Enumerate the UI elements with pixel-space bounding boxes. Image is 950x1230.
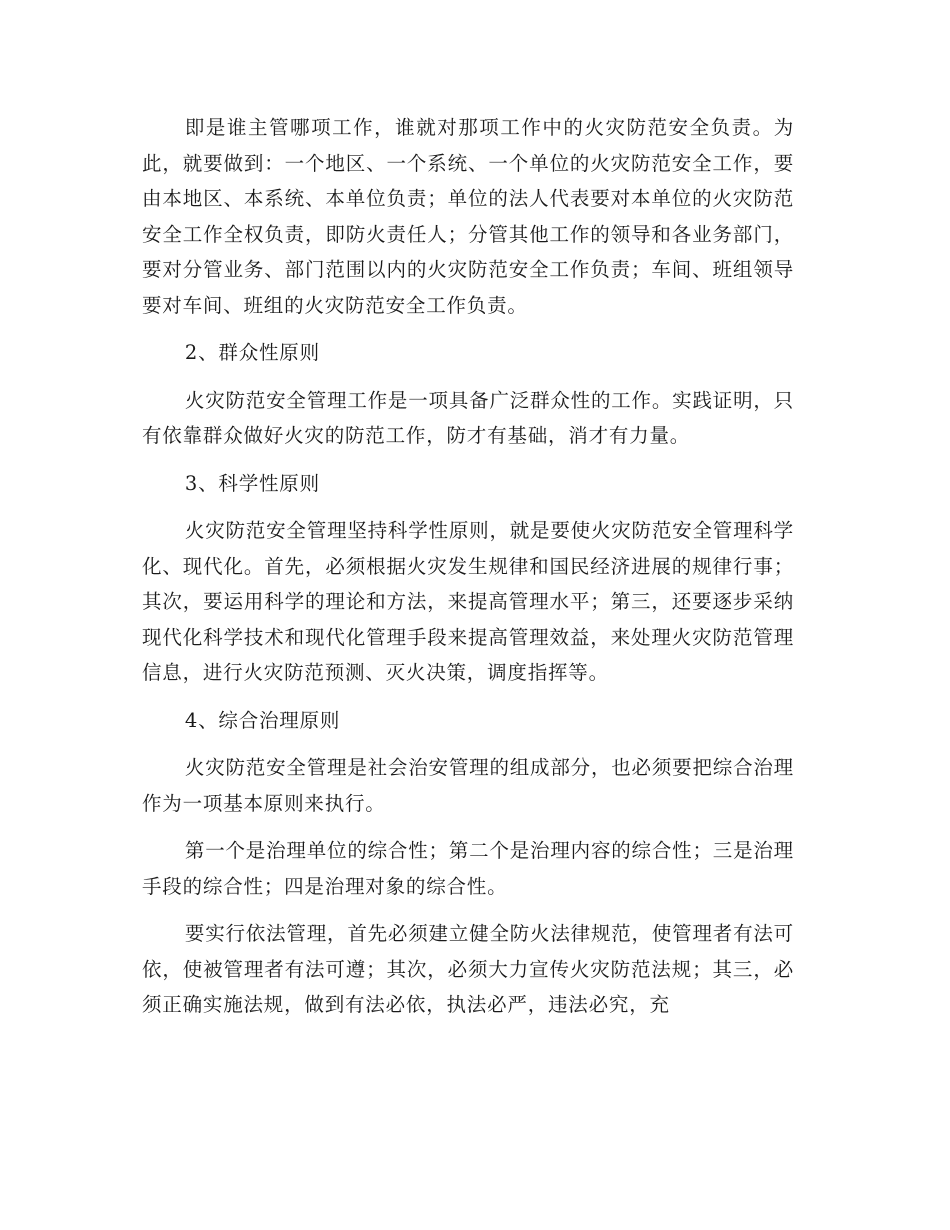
heading-comprehensive-principle: 4、综合治理原则 bbox=[184, 708, 341, 732]
paragraph-legal-management: 要实行依法管理，首先必须建立健全防火法律规范，使管理者有法可依，使被管理者有法可遵；其次，必须大力宣传火灾防范法规；其三，必须正确实施法规，做到有法必依，执法必严，违法必究，充 bbox=[142, 922, 794, 1016]
paragraph-mass-principle: 火灾防范安全管理工作是一项具备广泛群众性的工作。实践证明，只有依靠群众做好火灾的防范工作，防才有基础，消才有力量。 bbox=[142, 388, 794, 447]
paragraph-responsibility: 即是谁主管哪项工作，谁就对那项工作中的火灾防范安全负责。为此，就要做到：一个地区、一个系统、一个单位的火灾防范安全工作，要由本地区、本系统、本单位负责；单位的法人代表要对本单位的火灾防范安全工作全权负责，即防火责任人；分管其他工作的领导和各业务部门，要对分管业务、部门范围以内的火灾防范安全工作负责；车间、班组领导要对车间、班组的火灾防范安全工作负责。 bbox=[142, 116, 794, 317]
heading-scientific-principle: 3、科学性原则 bbox=[184, 471, 320, 495]
heading-mass-principle: 2、群众性原则 bbox=[184, 341, 320, 364]
document-body bbox=[142, 110, 794, 1023]
paragraph-scientific-principle: 火灾防范安全管理坚持科学性原则，就是要使火灾防范安全管理科学化、现代化。首先，必须根据火灾发生规律和国民经济进展的规律行事；其次，要运用科学的理论和方法，来提高管理水平；第三，还要逐步采纳现代化科学技术和现代化管理手段来提高管理效益，来处理火灾防范管理信息，进行火灾防范预测、灭火决策，调度指挥等。 bbox=[142, 519, 794, 684]
paragraph-comprehensive-principle: 火灾防范安全管理是社会治安管理的组成部分，也必须要把综合治理作为一项基本原则来执行。 bbox=[142, 756, 794, 815]
paragraph-governance-aspects: 第一个是治理单位的综合性；第二个是治理内容的综合性；三是治理手段的综合性；四是治理对象的综合性。 bbox=[142, 839, 794, 898]
